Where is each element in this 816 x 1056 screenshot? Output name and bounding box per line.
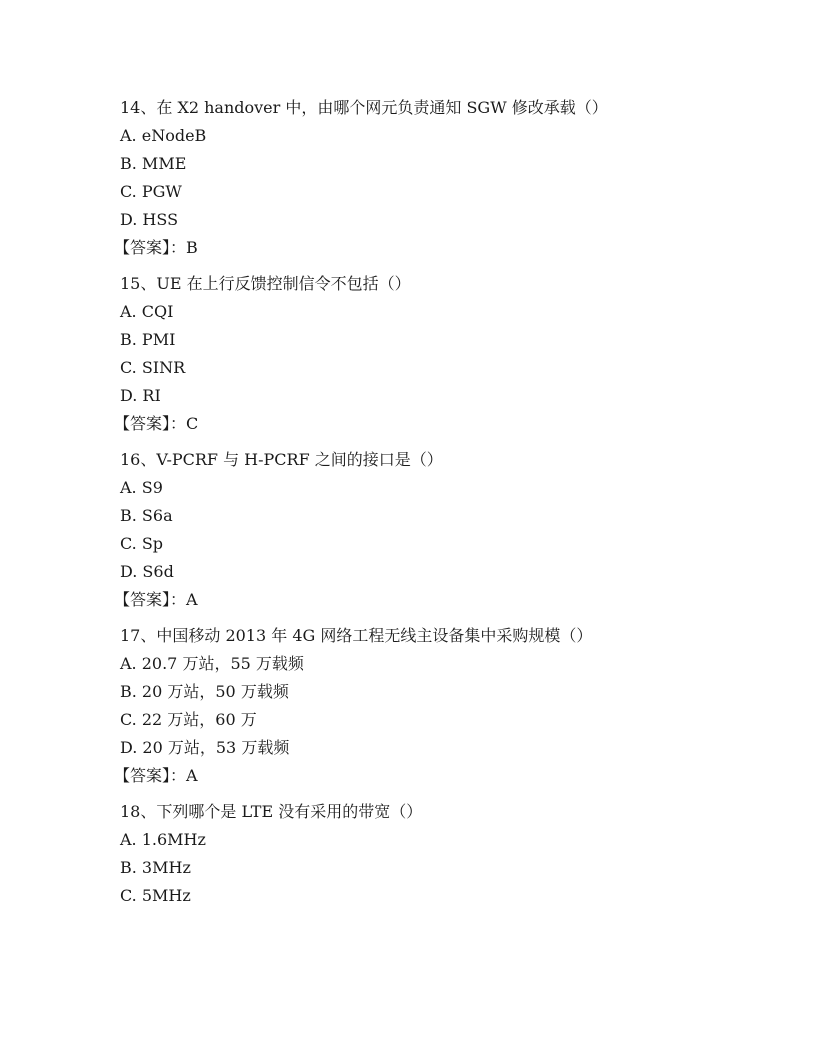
answer-line: 【答案】：A (114, 766, 198, 785)
option-a: A. eNodeB (120, 126, 207, 145)
option-b: B. MME (120, 154, 187, 173)
option-a: A. CQI (120, 302, 174, 321)
question-stem: 17、中国移动 2013 年 4G 网络工程无线主设备集中采购规模（） (120, 626, 593, 645)
option-b: B. 3MHz (120, 858, 191, 877)
option-a: A. S9 (120, 478, 163, 497)
option-c: C. SINR (120, 358, 186, 377)
question-stem: 16、V-PCRF 与 H-PCRF 之间的接口是（） (120, 450, 443, 469)
question-15 (114, 270, 760, 438)
question-stem: 14、在 X2 handover 中，由哪个网元负责通知 SGW 修改承载（） (120, 98, 608, 117)
option-a: A. 20.7 万站，55 万载频 (120, 654, 304, 673)
question-16 (114, 446, 760, 614)
option-a: A. 1.6MHz (120, 830, 206, 849)
option-c: C. 22 万站，60 万 (120, 710, 257, 729)
answer-line: 【答案】：A (114, 590, 198, 609)
question-list (114, 94, 760, 918)
answer-line: 【答案】：B (114, 238, 198, 257)
option-b: B. PMI (120, 330, 176, 349)
option-d: D. S6d (120, 562, 174, 581)
option-b: B. 20 万站，50 万载频 (120, 682, 289, 701)
option-c: C. 5MHz (120, 886, 191, 905)
option-d: D. HSS (120, 210, 179, 229)
question-14 (114, 94, 760, 262)
question-stem: 18、下列哪个是 LTE 没有采用的带宽（） (120, 802, 423, 821)
option-d: D. 20 万站，53 万载频 (120, 738, 290, 757)
option-c: C. Sp (120, 534, 164, 553)
question-stem: 15、UE 在上行反馈控制信令不包括（） (120, 274, 411, 293)
option-d: D. RI (120, 386, 161, 405)
question-17 (114, 622, 760, 790)
question-18 (120, 798, 760, 910)
option-c: C. PGW (120, 182, 182, 201)
answer-line: 【答案】：C (114, 414, 199, 433)
option-b: B. S6a (120, 506, 173, 525)
